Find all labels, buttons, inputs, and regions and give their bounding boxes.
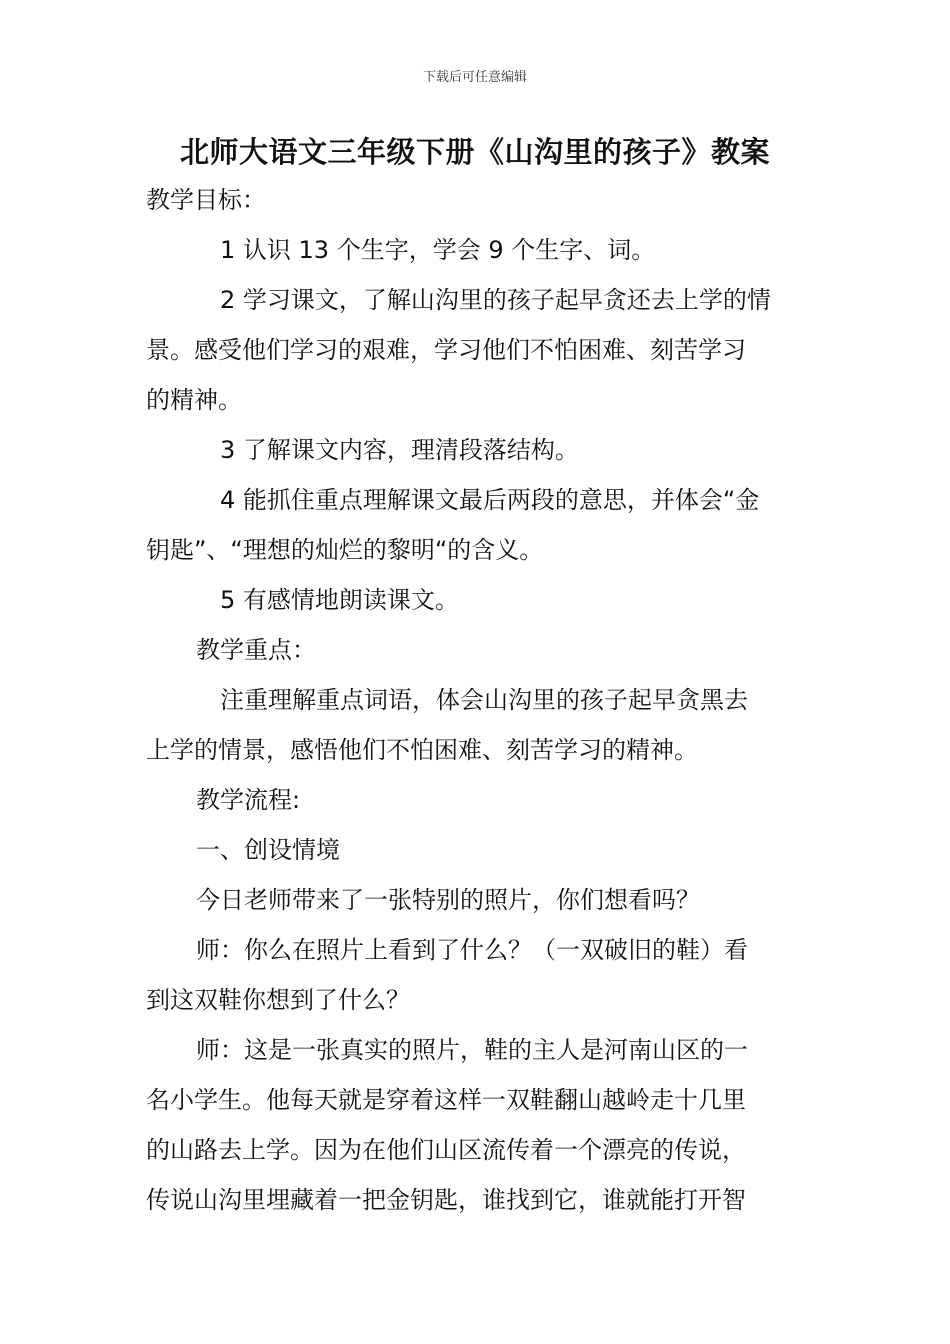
process-paragraph-3-line-1: 师：这是一张真实的照片，鞋的主人是河南山区的一 [196,1036,748,1064]
focus-line-1: 注重理解重点词语，体会山沟里的孩子起早贪黑去 [220,686,748,714]
goal-3: 3 了解课文内容，理清段落结构。 [220,436,579,464]
process-paragraph-1: 今日老师带来了一张特别的照片，你们想看吗？ [196,886,700,914]
process-paragraph-2-line-1: 师：你么在照片上看到了什么？（一双破旧的鞋）看 [196,936,748,964]
process-paragraph-3-line-4: 传说山沟里埋藏着一把金钥匙，谁找到它，谁就能打开智 [146,1186,746,1214]
goal-2-line-2: 景。感受他们学习的艰难，学习他们不怕困难、刻苦学习 [146,336,746,364]
goal-1: 1 认识 13 个生字，学会 9 个生字、词。 [220,236,656,264]
process-step-1-heading: 一、创设情境 [196,836,340,864]
process-paragraph-3-line-3: 的山路去上学。因为在他们山区流传着一个漂亮的传说， [146,1136,746,1164]
goal-2-line-3: 的精神。 [146,386,242,414]
goal-5: 5 有感情地朗读课文。 [220,586,459,614]
goal-2-line-1: 2 学习课文，了解山沟里的孩子起早贪还去上学的情 [220,286,771,314]
section-heading-goals: 教学目标： [146,186,266,214]
process-paragraph-2-line-2: 到这双鞋你想到了什么？ [146,986,410,1014]
goal-4-line-2: 钥匙”、“理想的灿烂的黎明“的含义。 [146,536,544,564]
section-heading-focus: 教学重点： [196,636,316,664]
section-heading-process: 教学流程: [196,786,301,814]
process-paragraph-3-line-2: 名小学生。他每天就是穿着这样一双鞋翻山越岭走十几里 [146,1086,746,1114]
document-title: 北师大语文三年级下册《山沟里的孩子》教案 [179,135,770,169]
goal-4-line-1: 4 能抓住重点理解课文最后两段的意思，并体会“金 [220,486,760,514]
header-note: 下载后可任意编辑 [422,70,527,85]
focus-line-2: 上学的情景，感悟他们不怕困难、刻苦学习的精神。 [146,736,698,764]
